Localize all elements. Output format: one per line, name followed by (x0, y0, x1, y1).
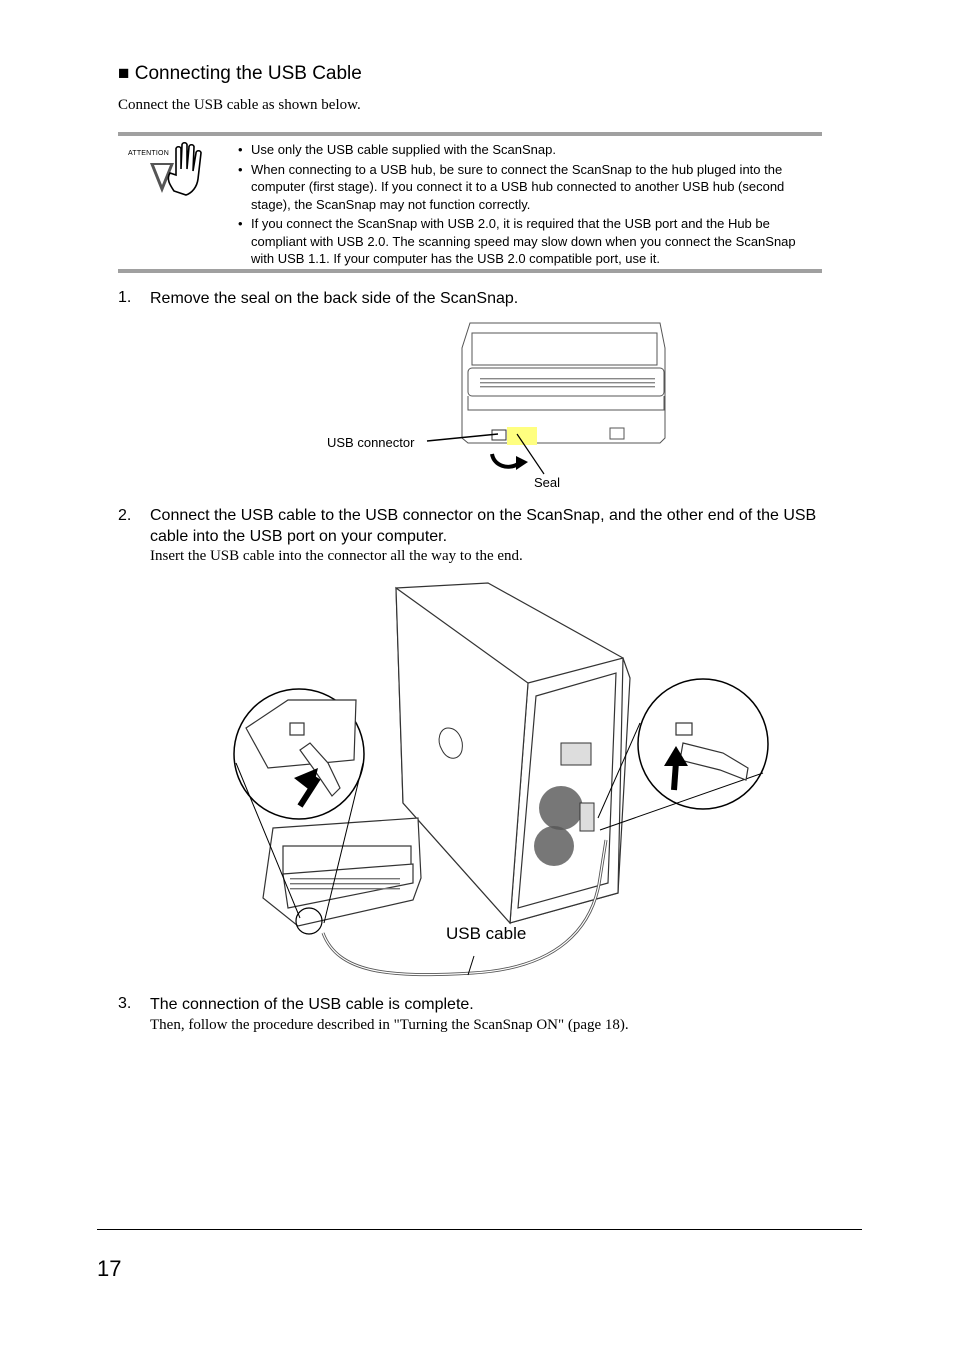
usb-connector-label: USB connector (327, 435, 415, 450)
scanner-back-figure (320, 318, 680, 496)
attention-list (236, 141, 816, 270)
step-subtext: Then, follow the procedure described in "Turning the ScanSnap ON" (page 18). (150, 1017, 629, 1033)
step-text: Connect the USB cable to the USB connector on the ScanSnap, and the other end of the USB cable into the USB port on your computer. (150, 507, 817, 545)
attention-box (118, 132, 822, 273)
attention-item: • Use only the USB cable supplied with the ScanSnap. (236, 141, 816, 159)
attention-label: ATTENTION (128, 150, 169, 157)
step-text: Remove the seal on the back side of the ScanSnap. (150, 290, 519, 307)
step-number: 1. (118, 289, 132, 306)
usb-cable-label: USB cable (446, 924, 527, 943)
section-heading: ■ Connecting the USB Cable (118, 63, 362, 84)
page-number: 17 (97, 1256, 122, 1281)
seal-label: Seal (534, 475, 561, 490)
step-text: The connection of the USB cable is complete. (150, 996, 474, 1013)
step-number: 3. (118, 995, 132, 1012)
footer-rule (97, 1229, 862, 1230)
usb-connection-figure (228, 578, 773, 978)
attention-item: • If you connect the ScanSnap with USB 2.0, it is required that the USB port and the Hub be compliant with USB 2.0. The scanning speed may slow down when you connect the ScanSnap with USB 1.1. If your computer has the USB 2.0 compatible port, use it. (236, 215, 816, 268)
hand-warning-icon (126, 141, 212, 197)
section-intro: Connect the USB cable as shown below. (118, 97, 361, 113)
step-subtext: Insert the USB cable into the connector all the way to the end. (150, 548, 523, 564)
attention-item: • When connecting to a USB hub, be sure to connect the ScanSnap to the hub pluged into the computer (first stage). If you connect it to a USB hub connected to another USB hub (second stage), the ScanSnap may not function correctly. (236, 161, 816, 214)
step-number: 2. (118, 507, 132, 524)
